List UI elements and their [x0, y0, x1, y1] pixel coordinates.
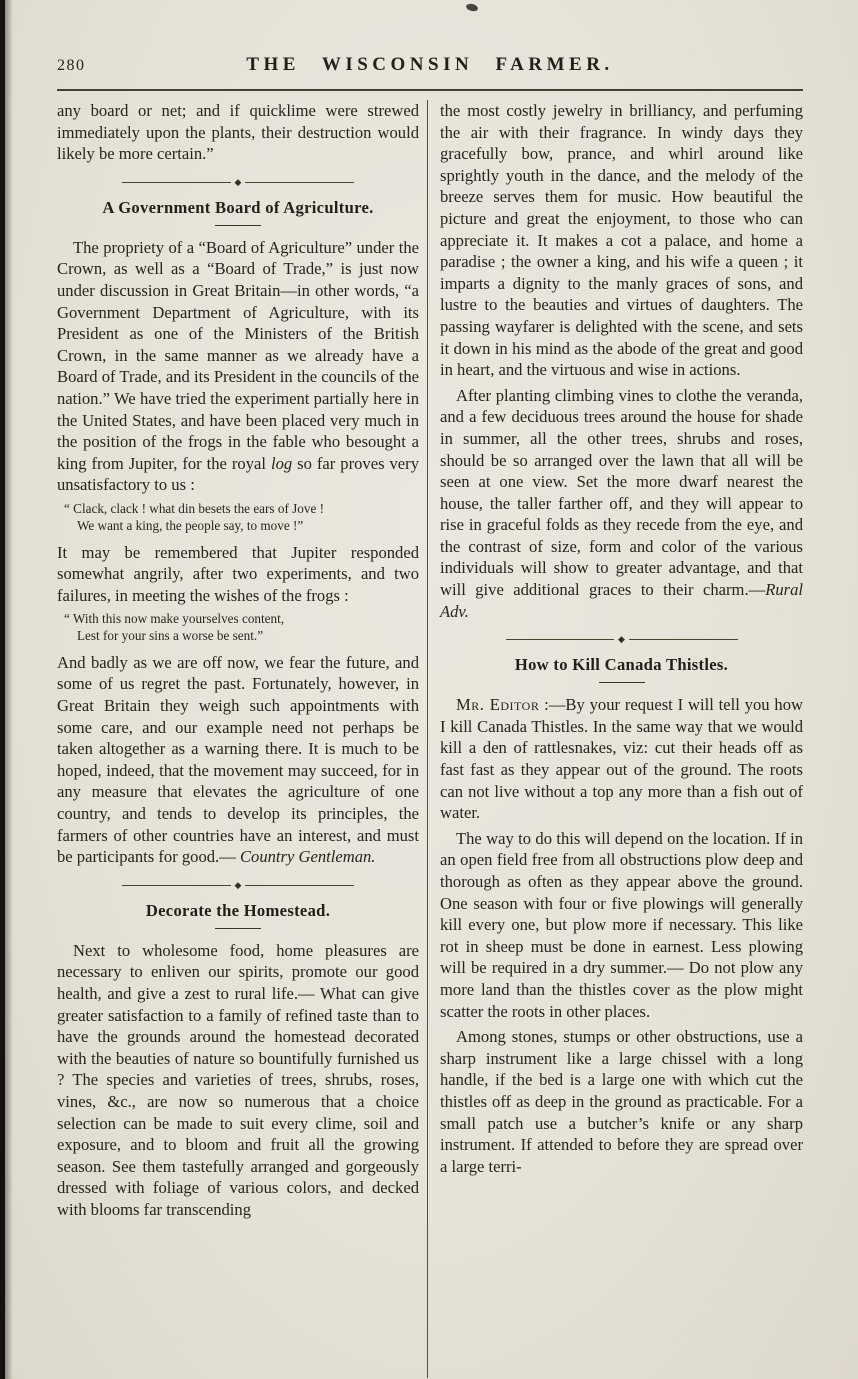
ornament-divider: [506, 635, 738, 644]
quote-line: We want a king, the people say, to move !”: [77, 517, 304, 533]
paragraph-text: The propriety of a “Board of Agriculture” under the Crown, as well as a “Board of Trade,” is just now under discussion in Great Britain—in other words, “a Government Department of Agriculture, with its President as one of the Ministers of the British Crown, in the same manner as we already have a Board of Trade, and its President in the councils of the nation.” We have tried the experiment partially here in the United States, and have been placed very much in the position of the frogs in the fable who besought a king from Jupiter, for the royal: [57, 237, 419, 473]
diamond-ornament-icon: ◆: [618, 634, 625, 645]
diamond-ornament-icon: ◆: [234, 176, 242, 187]
paragraph: [57, 237, 419, 496]
attribution-country-gentleman: Country Gentleman.: [239, 847, 376, 867]
paragraph: [440, 694, 803, 824]
title-rule: [215, 225, 261, 226]
paragraph-continuation: the most costly jewelry in brilliancy, and perfuming the air with their fragrance. In windy days they gracefully bow, prance, and whirl around like sprightly youth in the dance, and the melody of the breeze serves them for music. How beautiful the picture and great the enjoyment, to those who can appreciate it. It makes a cot a palace, and home a paradise ; the owner a king, and his wife a queen ; it imparts a dignity to the manly graces of sons, and lustre to the beauties and virtues of daughters. The passing wayfarer is delighted with the scene, and sets it down in his mind as the abode of the great and good in heart, and the virtuous and wise in actions.: [440, 101, 803, 380]
ornament-divider: [122, 881, 354, 890]
paragraph: The way to do this will depend on the location. If in an open field free from all obstructions plow deep and thorough as often as they appear above the ground. One season with four or five plowings will generally kill every one, but plow more if necessary. This like rot in sheep must be done in earnest. Less plowing will be required in a dry summer.— Do not plow any more land than the thistles cover as the plow might scatter the roots in other places.: [440, 828, 803, 1021]
scan-edge-shadow: [0, 0, 5, 1379]
paragraph: Next to wholesome food, home pleasures are necessary to enliven our spirits, promote our good health, and give a zest to rural life.— What can give greater satisfaction to a family of refined taste than to have the grounds around the homestead decorated with the beauties of nature so bountifully furnished us ? The species and varieties of trees, shrubs, roses, vines, &c., are now so numerous that a choice selection can be made to suit every clime, soil and exposure, and to bloom and fruit all the growing season. See them tastefully arranged and gorgeously dressed with foliage of various colors, and decked with blooms far transcending: [57, 940, 419, 1219]
paragraph: It may be remembered that Jupiter responded somewhat angrily, after two experiments, and two failures, in meeting the wishes of the frogs :: [57, 542, 419, 605]
quote-line: Lest for your sins a worse be sent.”: [77, 628, 264, 644]
paragraph-text: :—By your request I will tell you how I kill Canada Thistles. In the same way that we would kill a den of rattlesnakes, viz: cut their heads off as fast fast as they appear out of the ground. The roots can not live without a top any more than a fish out of water.: [440, 695, 803, 823]
verse-quote-frogs-1: [64, 501, 419, 535]
paragraph-text: so far proves very unsatisfactory to us :: [57, 453, 419, 495]
right-column: [440, 100, 803, 1378]
scan-artifact: [465, 3, 478, 13]
paragraph: [440, 385, 803, 623]
paragraph: Among stones, stumps or other obstructions, use a sharp instrument like a large chissel with a long handle, if the bed is a large one with which cut the thistles off as deep in the ground as practicable. For a small patch use a butcher’s knife or any sharp instrument. If attended to before they are spread over a large terri-: [440, 1027, 803, 1176]
diamond-ornament-icon: ◆: [234, 879, 242, 890]
page-number: 280: [57, 57, 86, 74]
article-title-canada-thistles: How to Kill Canada Thistles.: [514, 655, 729, 675]
header-rule: [57, 89, 803, 91]
paragraph: [57, 652, 419, 868]
paragraph-text: And badly as we are off now, we fear the future, and some of us regret the past. Fortunately, however, in Great Britain they weigh such appointments with some care, and our example need not perhaps be taken altogether as a warning there. It is much to be hoped, indeed, that the movement may succeed, for in any measure that elevates the agriculture of one country, and tends to develop its principles, the farmers of other countries have an interest, and must be participants for good.—: [57, 652, 419, 867]
column-divider-rule: [427, 100, 428, 1378]
paragraph-continuation: any board or net; and if quicklime were strewed immediately upon the plants, their destruction would likely be more certain.”: [57, 101, 419, 164]
salutation-mr-editor: Mr. Editor: [456, 695, 540, 715]
masthead-title: THE WISCONSIN FARMER.: [246, 54, 614, 75]
quote-line: “ Clack, clack ! what din besets the ears of Jove !: [64, 500, 324, 516]
title-rule: [215, 928, 261, 929]
article-title-decorate-homestead: Decorate the Homestead.: [145, 900, 331, 920]
page-content: [57, 46, 803, 1378]
title-rule: [599, 682, 645, 683]
left-column: [57, 100, 419, 1378]
verse-quote-frogs-2: [64, 611, 419, 645]
page-header: [57, 46, 803, 82]
quote-line: “ With this now make yourselves content,: [64, 611, 285, 627]
attribution-rural-adv: Rural Adv.: [440, 580, 803, 621]
two-column-layout: [57, 100, 803, 1378]
article-title-government-board: A Government Board of Agriculture.: [102, 197, 374, 217]
paragraph-text: After planting climbing vines to clothe the veranda, and a few deciduous trees around the house for shade in summer, all the other trees, shrubs and roses, should be so arranged over the lawn that all will be seen at one view. Set the more dwarf nearest the house, the taller farther off, and they will appear to rise in graceful folds as they recede from the eye, and the contrast of size, form and color of the various individuals will show to greater advantage, and that will give additional graces to their charm.—: [440, 385, 803, 600]
italic-word-log: log: [270, 453, 293, 473]
ornament-divider: [122, 178, 354, 187]
